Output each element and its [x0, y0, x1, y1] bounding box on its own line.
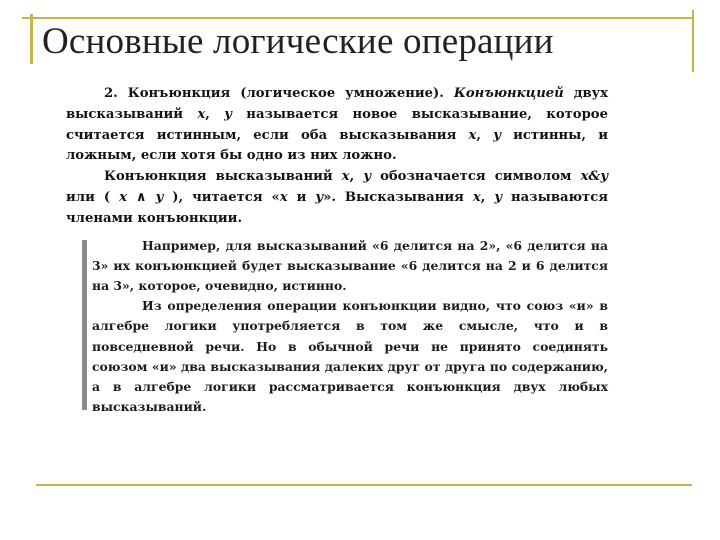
- var-x: x: [279, 189, 288, 205]
- var-y: y: [494, 189, 502, 205]
- scanned-text-block: [66, 84, 608, 417]
- symbol-ampersand: x&y: [580, 169, 608, 185]
- frame-left-line: [30, 14, 33, 64]
- frame-right-line: [692, 10, 694, 72]
- text-run: 2. Конъюнкция (логическое умножение).: [104, 86, 454, 101]
- text-run: обозначается символом: [370, 169, 581, 185]
- text-run: ,: [205, 106, 225, 122]
- text-run: ), читается «: [163, 189, 280, 205]
- example-block: [66, 236, 608, 418]
- frame-top-line: [22, 17, 694, 19]
- var-y: y: [363, 169, 371, 185]
- slide-title: Основные логические операции: [42, 21, 554, 62]
- explanation-paragraph: Из определения операции конъюнкции видно, что союз «и» в алгебре логики употребляется в том же смысле, что и в повседневной речи. Но в обычной речи не принято соединять союзом «и» два высказывания далеких друг от друга по содержанию, а в алгебре логики рассматривается конъюнкция двух любых высказываний.: [92, 298, 608, 415]
- var-x: x: [468, 127, 477, 143]
- example-margin-bar: [82, 240, 87, 410]
- text-run: ,: [349, 169, 364, 185]
- frame-bottom-line: [36, 484, 692, 486]
- text-run: двух высказываний: [66, 86, 608, 122]
- definition-paragraph: [66, 84, 608, 167]
- text-run: или (: [66, 189, 120, 205]
- example-paragraph: Например, для высказываний «6 делится на 2», «6 делится на 3» их конъюнкцией будет высказывание «6 делится на 2 и 6 делится на 3», которое, очевидно, истинно.: [92, 237, 608, 293]
- var-y: y: [315, 189, 324, 205]
- text-run: истинны, и ложным, если хотя бы одно из них ложно.: [66, 127, 608, 164]
- var-y: y: [493, 127, 501, 143]
- var-x: x: [341, 169, 350, 185]
- text-run: ,: [476, 127, 494, 143]
- text-run: ». Высказывания: [323, 189, 473, 205]
- text-run: называются членами конъюнкции.: [66, 189, 608, 226]
- var-y: y: [224, 106, 232, 122]
- notation-paragraph: [66, 167, 608, 229]
- var-x: x: [197, 106, 206, 122]
- text-run: называется новое высказывание, которое считается истинным, если оба высказывания: [66, 106, 608, 143]
- text-run: ,: [480, 189, 495, 205]
- term-conjunction: Конъюнкцией: [453, 86, 564, 101]
- text-run: Конъюнкция высказываний: [104, 169, 342, 185]
- symbol-wedge: x ∧ y: [119, 189, 164, 205]
- text-run: и: [287, 189, 316, 205]
- var-x: x: [472, 189, 481, 205]
